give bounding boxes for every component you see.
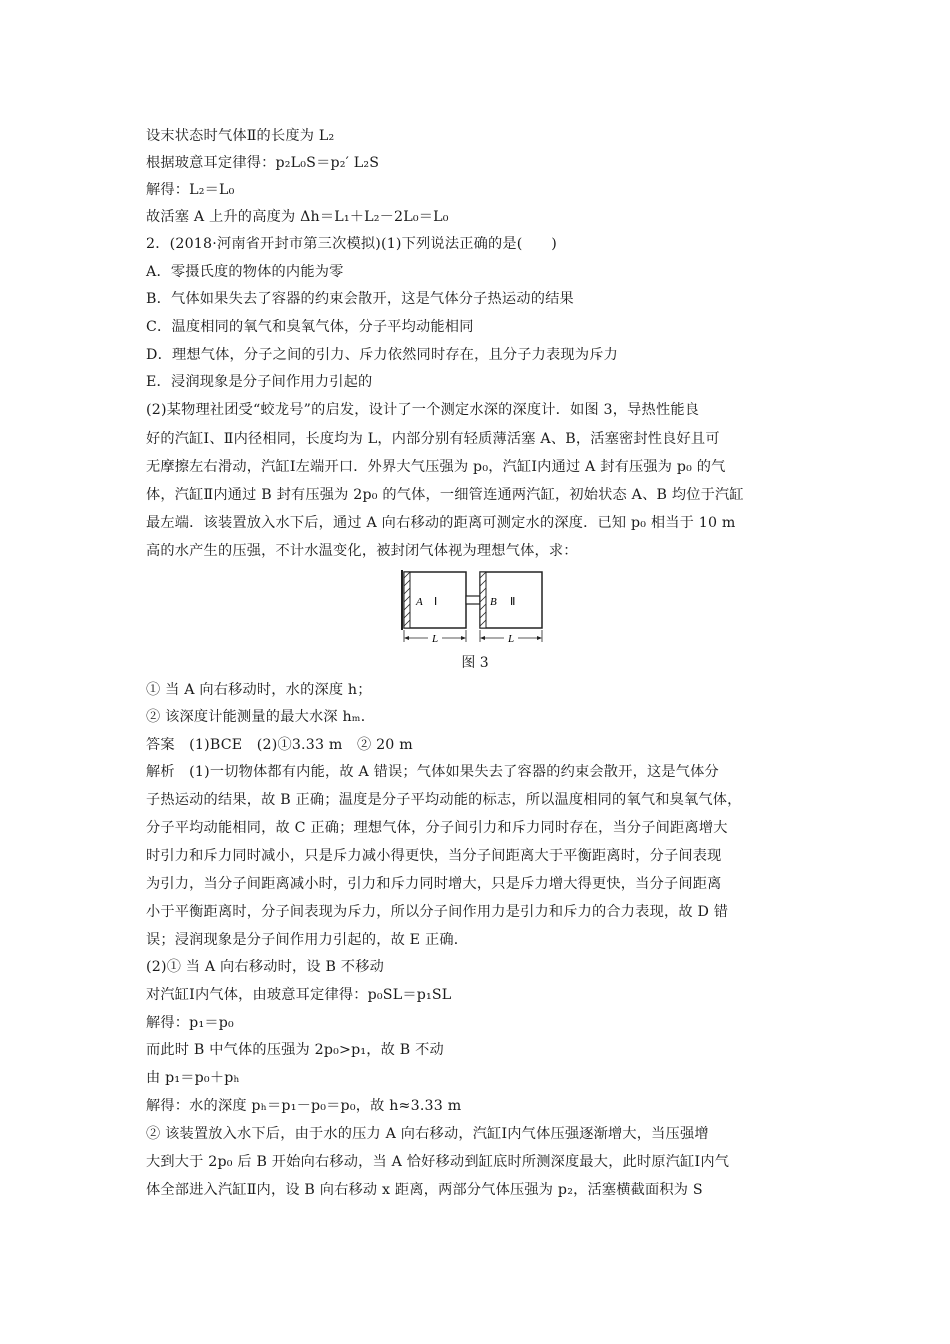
sub-question-1: ① 当 A 向右移动时，水的深度 h； — [146, 682, 372, 698]
analysis-line: 由 p₁＝p₀＋pₕ — [146, 1070, 240, 1086]
analysis-line: 解析 (1)一切物体都有内能，故 A 错误；气体如果失去了容器的约束会散开，这是气体分 — [146, 764, 719, 780]
cylinder-diagram — [398, 568, 558, 650]
text-line: 设末状态时气体Ⅱ的长度为 L₂ — [146, 128, 335, 144]
analysis-line: 而此时 B 中气体的压强为 2p₀>p₁，故 B 不动 — [146, 1042, 444, 1058]
question-heading: 2．(2018·河南省开封市第三次模拟)(1)下列说法正确的是( ) — [146, 236, 558, 252]
analysis-line: 小于平衡距离时，分子间表现为斥力，所以分子间作用力是引力和斥力的合力表现，故 D 错 — [146, 904, 729, 920]
label-a: A — [416, 596, 423, 608]
text-line: 高的水产生的压强，不计水温变化，被封闭气体视为理想气体，求： — [146, 543, 578, 559]
option-c: C．温度相同的氧气和臭氧气体，分子平均动能相同 — [146, 319, 474, 335]
text-line: 最左端．该装置放入水下后，通过 A 向右移动的距离可测定水的深度．已知 p₀ 相当于 10 m — [146, 515, 736, 531]
label-i: Ⅰ — [434, 596, 438, 608]
analysis-line: (2)① 当 A 向右移动时，设 B 不移动 — [146, 959, 384, 975]
dimension-right: L — [508, 633, 515, 645]
text-line: 根据玻意耳定律得：p₂L₀S＝p₂′ L₂S — [146, 155, 380, 171]
text-line: 无摩擦左右滑动，汽缸Ⅰ左端开口．外界大气压强为 p₀，汽缸Ⅰ内通过 A 封有压强为 p₀ 的气 — [146, 459, 726, 475]
text-line: 故活塞 A 上升的高度为 Δh＝L₁＋L₂－2L₀＝L₀ — [146, 209, 449, 225]
text-line: 解得：L₂＝L₀ — [146, 182, 235, 198]
analysis-line: 解得：水的深度 pₕ＝p₁－p₀＝p₀，故 h≈3.33 m — [146, 1098, 462, 1114]
label-b: B — [490, 596, 497, 608]
analysis-line: 体全部进入汽缸Ⅱ内，设 B 向右移动 x 距离，两部分气体压强为 p₂，活塞横截面积为 S — [146, 1182, 703, 1198]
option-d: D．理想气体，分子之间的引力、斥力依然同时存在，且分子力表现为斥力 — [146, 347, 618, 363]
figure-caption: 图 3 — [461, 655, 489, 671]
analysis-line: 大到大于 2p₀ 后 B 开始向右移动，当 A 恰好移动到缸底时所测深度最大，此时原汽缸Ⅰ内气 — [146, 1154, 730, 1170]
analysis-line: 对汽缸Ⅰ内气体，由玻意耳定律得：p₀SL＝p₁SL — [146, 987, 452, 1003]
text-line: (2)某物理社团受“蛟龙号”的启发，设计了一个测定水深的深度计．如图 3，导热性能良 — [146, 402, 700, 418]
label-ii: Ⅱ — [510, 596, 516, 608]
text-line: 体，汽缸Ⅱ内通过 B 封有压强为 2p₀ 的气体，一细管连通两汽缸，初始状态 A、B 均位于汽缸 — [146, 487, 744, 503]
analysis-line: 时引力和斥力同时减小，只是斥力减小得更快，当分子间距离大于平衡距离时，分子间表现 — [146, 848, 722, 864]
analysis-line: 为引力，当分子间距离减小时，引力和斥力同时增大，只是斥力增大得更快，当分子间距离 — [146, 876, 722, 892]
option-e: E．浸润现象是分子间作用力引起的 — [146, 374, 373, 390]
analysis-line: 解得：p₁＝p₀ — [146, 1015, 234, 1031]
sub-question-2: ② 该深度计能测量的最大水深 hₘ． — [146, 709, 376, 725]
analysis-line: 误；浸润现象是分子间作用力引起的，故 E 正确． — [146, 932, 469, 948]
analysis-line: ② 该装置放入水下后，由于水的压力 A 向右移动，汽缸Ⅰ内气体压强逐渐增大，当压强增 — [146, 1126, 709, 1142]
dimension-left: L — [432, 633, 439, 645]
option-b: B．气体如果失去了容器的约束会散开，这是气体分子热运动的结果 — [146, 291, 574, 307]
analysis-line: 子热运动的结果，故 B 正确；温度是分子平均动能的标志，所以温度相同的氧气和臭氧气体， — [146, 792, 742, 808]
answer-line: 答案 (1)BCE (2)①3.33 m ② 20 m — [146, 737, 413, 753]
text-line: 好的汽缸Ⅰ、Ⅱ内径相同，长度均为 L，内部分别有轻质薄活塞 A、B，活塞密封性良好且可 — [146, 431, 720, 447]
analysis-line: 分子平均动能相同，故 C 正确；理想气体，分子间引力和斥力同时存在，当分子间距离增大 — [146, 820, 728, 836]
option-a: A．零摄氏度的物体的内能为零 — [146, 264, 344, 280]
